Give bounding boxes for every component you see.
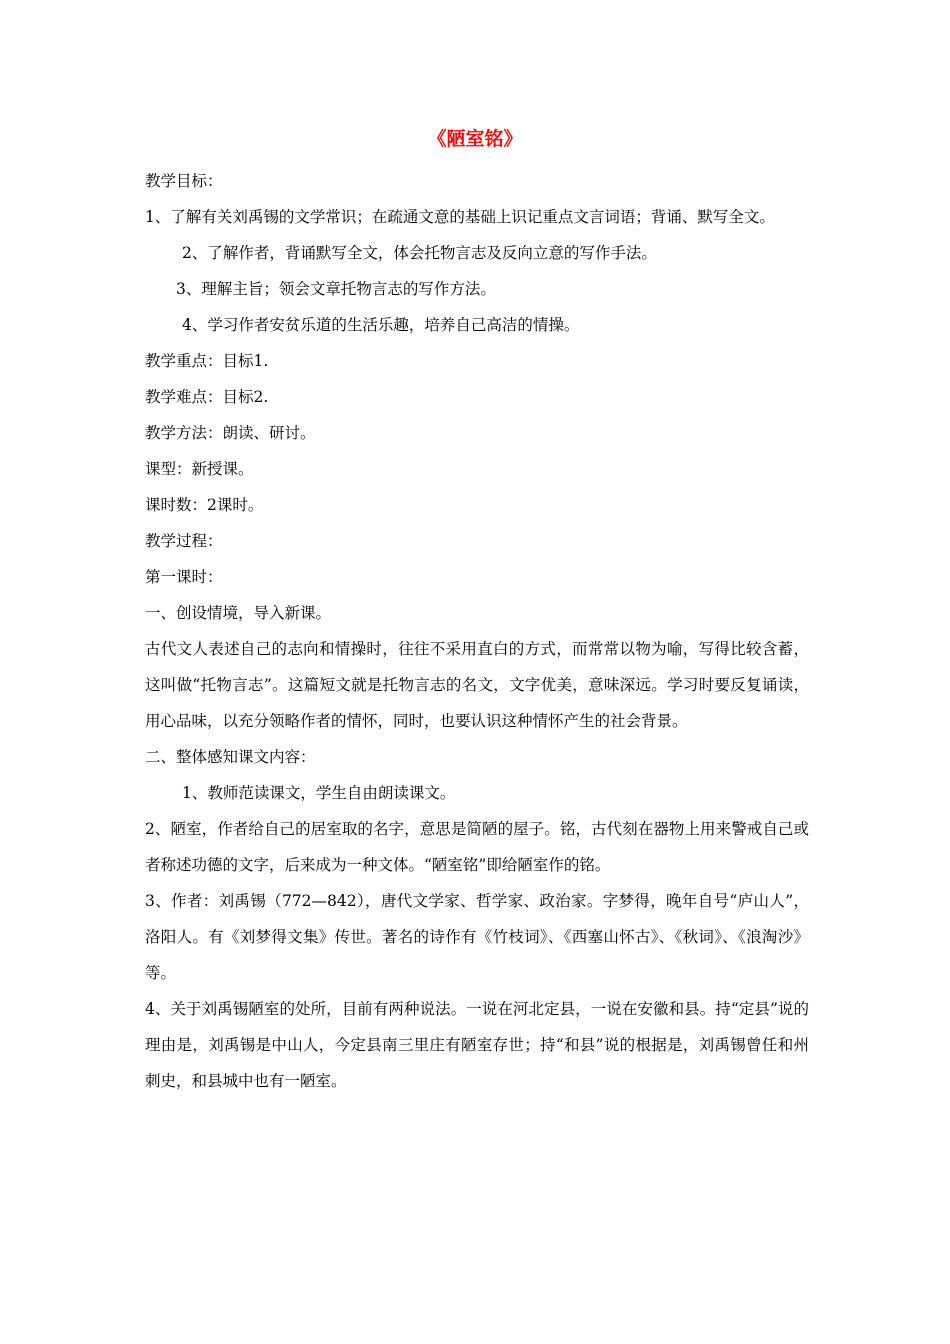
objective-4: 4、学习作者安贫乐道的生活乐趣，培养自己高洁的情操。: [182, 316, 580, 334]
step-1-heading: 一、创设情境，导入新课。: [145, 604, 332, 622]
first-lesson-heading: 第一课时：: [145, 568, 223, 586]
document-body: [145, 163, 809, 1099]
section-heading-process: 教学过程：: [145, 532, 223, 550]
step-2-heading: 二、整体感知课文内容：: [145, 748, 316, 766]
step-2-item-2: 2、陋室，作者给自己的居室取的名字，意思是简陋的屋子。铭，古代刻在器物上用来警戒自己或者称述功德的文字，后来成为一种文体。“陋室铭”即给陋室作的铭。: [145, 820, 809, 874]
teaching-difficulty: 教学难点：目标2.: [145, 388, 269, 406]
objective-2: 2、了解作者，背诵默写全文，体会托物言志及反向立意的写作手法。: [182, 244, 657, 262]
objective-1: 1、了解有关刘禹锡的文学常识；在疏通文意的基础上识记重点文言词语；背诵、默写全文。: [145, 208, 775, 226]
section-heading-objectives: 教学目标：: [145, 172, 223, 190]
step-2-item-1: 1、教师范读课文，学生自由朗读课文。: [182, 784, 456, 802]
document-title: 《陋室铭》: [427, 128, 523, 150]
step-2-item-3: 3、作者：刘禹锡（772—842），唐代文学家、哲学家、政治家。字梦得，晚年自号“庐山人”，洛阳人。有《刘梦得文集》传世。著名的诗作有《竹枝词》、《西塞山怀古》、《秋词》、《浪淘沙》等。: [145, 892, 809, 982]
step-1-paragraph: 古代文人表述自己的志向和情操时，往往不采用直白的方式，而常常以物为喻，写得比较含蓄，这叫做“托物言志”。这篇短文就是托物言志的名文，文字优美，意味深远。学习时要反复诵读，用心品味，以充分领略作者的情怀，同时，也要认识这种情怀产生的社会背景。: [145, 640, 809, 730]
lesson-type: 课型：新授课。: [145, 460, 254, 478]
teaching-focus: 教学重点：目标1.: [145, 352, 269, 370]
step-2-item-4: 4、关于刘禹锡陋室的处所，目前有两种说法。一说在河北定县，一说在安徽和县。持“定县”说的理由是，刘禹锡是中山人，今定县南三里庄有陋室存世；持“和县”说的根据是，刘禹锡曾任和州刺史，和县城中也有一陋室。: [145, 1000, 809, 1090]
objective-3: 3、理解主旨；领会文章托物言志的写作方法。: [176, 280, 496, 298]
teaching-method: 教学方法：朗读、研讨。: [145, 424, 316, 442]
lesson-hours: 课时数：2课时。: [145, 496, 264, 514]
